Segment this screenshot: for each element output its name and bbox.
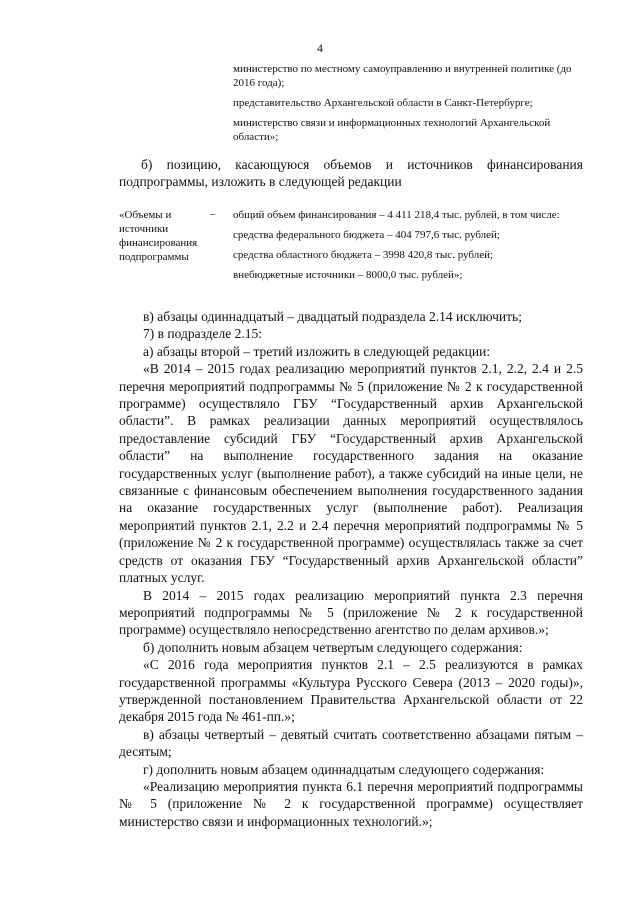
section-b-paragraph (119, 156, 583, 190)
paragraph: 7) в подразделе 2.15: (143, 326, 262, 342)
paragraph: «В 2014 – 2015 годах реализацию мероприятий пунктов 2.1, 2.2, 2.4 и 2.5 перечня мероприятий подпрограммы № 5 (приложение № 2 к государственной программе) осуществляло ГБУ “Государственный архив Архангельской области”. В рамках реализации данных мероприятий осуществлялось предоставление субсидий ГБУ “Государственный архив Архангельской области” на выполнение государственного задания на оказание государственных услуг (выполнение работ), а также субсидий на иные цели, не связанные с финансовым обеспечением выполнения государственного задания на оказание государственных услуг (выполнение работ). Реализация мероприятий пунктов 2.1, 2.2 и 2.4 перечня мероприятий подпрограммы № 5 (приложение № 2 к государственной программе) осуществлялась также за счет средств от оказания ГБУ “Государственный архив Архангельской области” платных услуг. (119, 361, 583, 586)
paragraph: б) дополнить новым абзацем четвертым следующего содержания: (143, 639, 523, 655)
agency-list-item: представительство Архангельской области в Санкт-Петербурге; (233, 97, 533, 109)
paragraph: в) абзацы одиннадцатый – двадцатый подраздела 2.14 исключить; (143, 309, 522, 324)
paragraph: В 2014 – 2015 годах реализацию мероприятий пункта 2.3 перечня мероприятий подпрограммы № 5 (приложение № 2 к государственной программе) осуществляло непосредственно агентство по делам архивов.»; (119, 587, 583, 638)
funding-row: общий объем финансирования – 4 411 218,4 тыс. рублей, в том числе: (233, 209, 560, 221)
paragraph: «Реализацию мероприятия пункта 6.1 перечня мероприятий подпрограммы № 5 (приложение № 2 к государственной программе) осуществляет министерство связи и информационных технологий.»; (119, 778, 583, 829)
funding-row: внебюджетные источники – 8000,0 тыс. рублей»; (233, 269, 463, 281)
funding-label: «Объемы и источники финансирования подпрограммы (119, 209, 198, 263)
section-b-text: б) позицию, касающуюся объемов и источников финансирования подпрограммы, изложить в следующей редакции (119, 157, 583, 189)
agency-list (233, 62, 573, 150)
funding-row: средства федерального бюджета – 404 797,6 тыс. рублей; (233, 229, 500, 241)
paragraph: г) дополнить новым абзацем одиннадцатым следующего содержания: (143, 761, 545, 777)
funding-row: средства областного бюджета – 3998 420,8 тыс. рублей; (233, 249, 494, 261)
page-number: 4 (317, 41, 323, 55)
amendments-body (119, 308, 583, 830)
funding-list (233, 208, 573, 288)
agency-list-item: министерство по местному самоуправлению и внутренней политике (до 2016 года); (233, 63, 572, 89)
paragraph: а) абзацы второй – третий изложить в следующей редакции: (143, 343, 491, 359)
paragraph: в) абзацы четвертый – девятый считать соответственно абзацами пятым – десятым; (119, 726, 583, 760)
funding-dash: – (210, 208, 216, 220)
paragraph: «С 2016 года мероприятия пунктов 2.1 – 2.5 реализуются в рамках государственной программы «Культура Русского Севера (2013 – 2020 годы)», утвержденной постановлением Правительства Архангельской области от 22 декабря 2015 года № 461-пп.»; (119, 657, 583, 725)
agency-list-item: министерство связи и информационных технологий Архангельской области»; (233, 117, 551, 143)
